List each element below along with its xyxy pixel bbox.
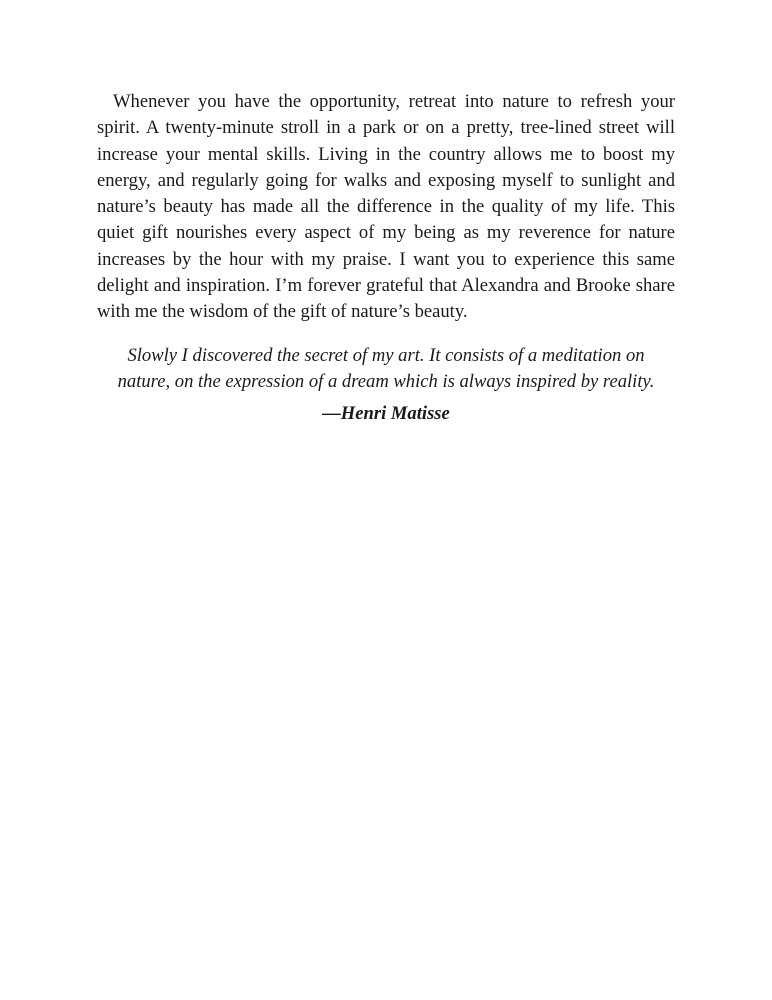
- epigraph-quote: [97, 343, 675, 396]
- quote-line-2: nature, on the expression of a dream which is always inspired by reality.: [117, 370, 655, 392]
- body-paragraph: Whenever you have the opportunity, retreat into nature to refresh your spirit. A twenty-minute stroll in a park or on a pretty, tree-lined street will increase your mental skills. Living in the country allows me to boost my energy, and regularly going for walks and exposing myself to sunlight and nature’s beauty has made all the difference in the quality of my life. This quiet gift nourishes every aspect of my being as my reverence for nature increases by the hour with my praise. I want you to experience this same delight and inspiration. I’m forever grateful that Alexandra and Brooke share with me the wisdom of the gift of nature’s beauty.: [97, 91, 675, 323]
- quote-attribution: —Henri Matisse: [322, 403, 450, 425]
- quote-line-1: Slowly I discovered the secret of my art. It consists of a meditation on: [127, 344, 645, 366]
- document-page: [97, 89, 675, 427]
